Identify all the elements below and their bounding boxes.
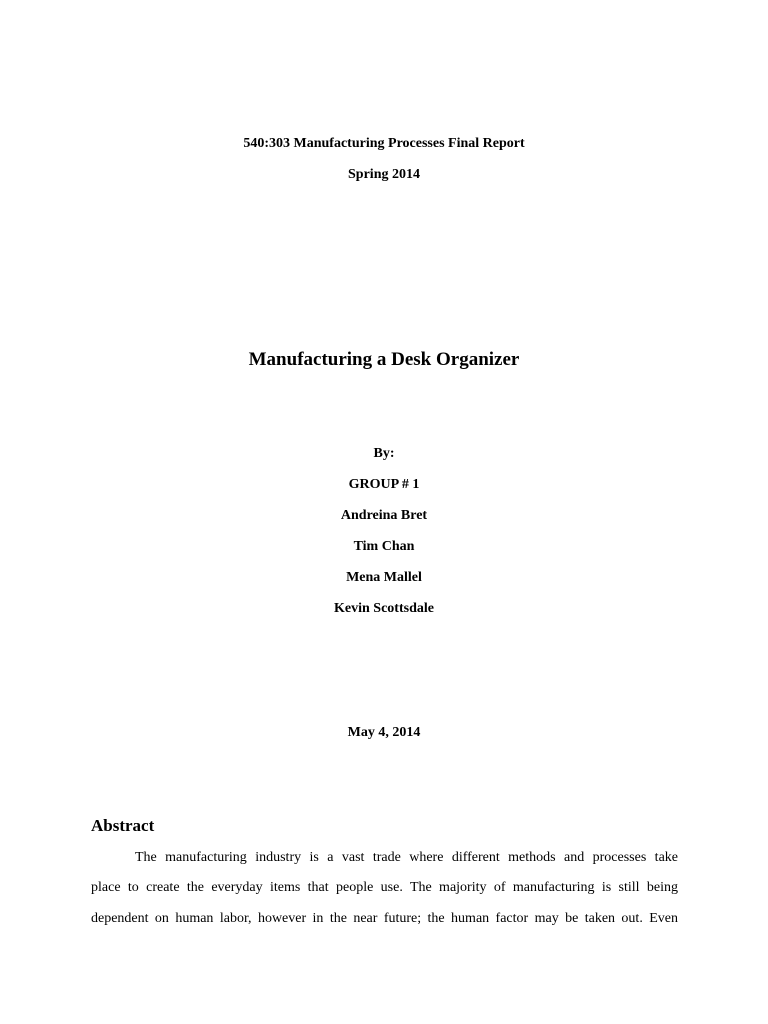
by-label: By: bbox=[373, 446, 395, 461]
semester: Spring 2014 bbox=[348, 167, 420, 182]
abstract-text-line: place to create the everyday items that people use. The majority of manufacturing is still being bbox=[91, 880, 678, 895]
abstract-text-line: dependent on human labor, however in the near future; the human factor may be taken out. Even bbox=[91, 911, 678, 926]
abstract-heading: Abstract bbox=[91, 816, 155, 835]
author-name: Mena Mallel bbox=[346, 570, 422, 585]
author-name: Andreina Bret bbox=[340, 508, 428, 523]
abstract-text-line: The manufacturing industry is a vast trade where different methods and processes take bbox=[135, 850, 678, 865]
group-label: GROUP # 1 bbox=[348, 477, 420, 492]
report-title: Manufacturing a Desk Organizer bbox=[248, 349, 520, 370]
report-date: May 4, 2014 bbox=[347, 725, 421, 740]
author-name: Kevin Scottsdale bbox=[334, 601, 434, 616]
author-name: Tim Chan bbox=[353, 539, 415, 554]
course-report-line: 540:303 Manufacturing Processes Final Report bbox=[243, 136, 525, 151]
